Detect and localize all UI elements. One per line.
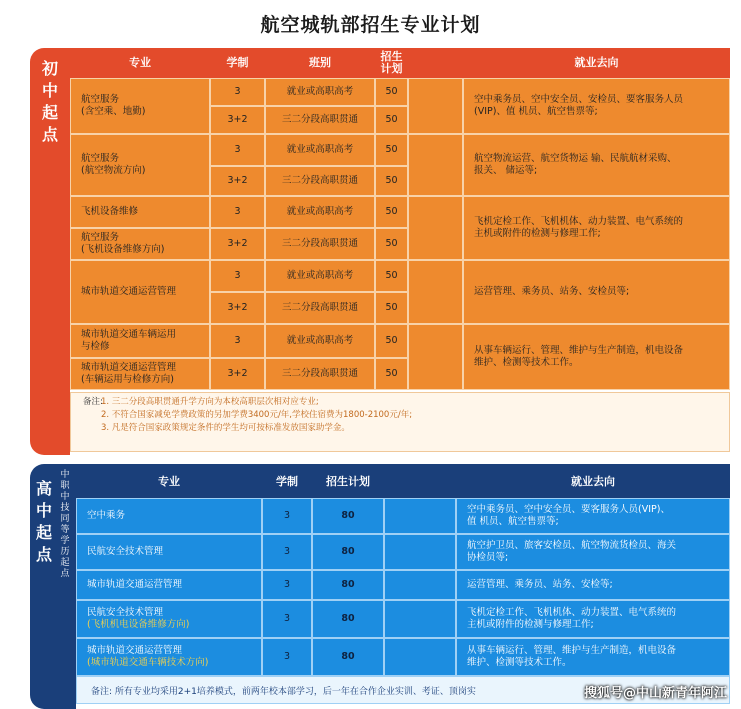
side-char: 技	[60, 503, 70, 513]
class-cell: 就业或高职高考	[265, 260, 375, 292]
class-cell: 就业或高职高考	[265, 324, 375, 358]
major-cell: 航空服务 (含空乘、地勤)	[70, 78, 210, 134]
major-cell	[76, 534, 262, 570]
years-cell: 3	[262, 534, 312, 570]
note-line: 2. 不符合国家减免学费政策的另加学费3400元/年,学校住宿费为1800-2100元/年;	[101, 410, 413, 420]
notes-label: 备注:	[83, 397, 103, 407]
class-cell: 三二分段高职贯通	[265, 106, 375, 134]
major-cell: 城市轨道交通运营管理 (车辆运用与检修方向)	[70, 358, 210, 390]
plan-cell: 50	[375, 324, 408, 358]
section2-header-row	[76, 464, 730, 498]
years-cell: 3	[210, 196, 265, 228]
header-plan: 招生 计划	[380, 50, 403, 75]
plan-cell: 50	[375, 106, 408, 134]
section1-notes	[70, 392, 730, 452]
note-line: 3. 凡是符合国家政策规定条件的学生均可按标准发放国家助学金。	[101, 423, 350, 433]
side-char: 学	[60, 536, 70, 546]
header-career: 就业去向	[571, 475, 615, 488]
years-cell: 3	[210, 324, 265, 358]
major-cell	[76, 498, 262, 534]
side-char: 点	[35, 545, 52, 564]
side-char: 中	[41, 81, 58, 100]
side-char: 初	[41, 59, 58, 78]
gap-cell	[408, 134, 463, 196]
gap-cell	[384, 498, 456, 534]
plan-cell: 50	[375, 166, 408, 196]
side-char: 起	[35, 523, 52, 542]
side-char: 中	[60, 492, 70, 502]
major-name: 民航安全技术管理	[87, 546, 164, 557]
gap-cell	[384, 534, 456, 570]
major-name: 空中乘务	[87, 510, 126, 521]
major-cell: 城市轨道交通车辆运用 与检修	[70, 324, 210, 358]
plan-cell: 80	[312, 600, 384, 638]
header-plan: 招生计划	[326, 475, 370, 488]
years-cell: 3+2	[210, 228, 265, 260]
section1-header-row	[70, 48, 730, 78]
class-cell: 三二分段高职贯通	[265, 228, 375, 260]
career-cell: 从事车辆运行、管理、维护与生产制造，机电设备 维护、检测等技术工作。	[456, 638, 730, 676]
years-cell: 3	[210, 260, 265, 292]
side-char: 中	[60, 470, 70, 480]
major-cell: 航空服务 (飞机设备维修方向)	[70, 228, 210, 260]
header-years: 学制	[226, 56, 249, 69]
side-char: 等	[60, 525, 70, 535]
major-cell: 城市轨道交通运营管理	[70, 260, 210, 324]
side-char: 历	[60, 547, 70, 557]
plan-cell: 80	[312, 638, 384, 676]
section1-side-label	[36, 58, 64, 146]
major-name: 城市轨道交通运营管理	[87, 645, 183, 656]
major-sub: (城市轨道交通车辆技术方向)	[87, 657, 209, 668]
gap-cell	[384, 600, 456, 638]
major-cell	[76, 570, 262, 600]
plan-cell: 50	[375, 78, 408, 106]
years-cell: 3+2	[210, 106, 265, 134]
header-years: 学制	[276, 475, 298, 488]
class-cell: 三二分段高职贯通	[265, 166, 375, 196]
career-cell: 运营管理、乘务员、站务、安检员等;	[463, 260, 730, 324]
major-cell	[76, 600, 262, 638]
major-name: 城市轨道交通运营管理	[87, 579, 183, 590]
class-cell: 就业或高职高考	[265, 78, 375, 106]
years-cell: 3+2	[210, 358, 265, 390]
major-sub: (飞机机电设备维修方向)	[87, 619, 190, 630]
header-gap	[408, 48, 463, 78]
gap-cell	[408, 78, 463, 134]
side-char: 职	[60, 481, 70, 491]
page-title: 航空城轨部招生专业计划	[260, 14, 481, 36]
years-cell: 3+2	[210, 166, 265, 196]
major-cell	[76, 638, 262, 676]
plan-cell: 80	[312, 534, 384, 570]
side-char: 点	[41, 125, 58, 144]
career-cell: 空中乘务员、空中安全员、安检员、要客服务人员 (VIP)、值 机员、航空售票等;	[463, 78, 730, 134]
career-cell: 飞机定检工作、飞机机体、动力装置、电气系统的 主机或附件的检测与修理工作;	[463, 196, 730, 260]
class-cell: 就业或高职高考	[265, 196, 375, 228]
header-gap	[384, 464, 456, 498]
gap-cell	[384, 570, 456, 600]
major-cell: 飞机设备维修	[70, 196, 210, 228]
side-char: 中	[35, 501, 52, 520]
career-cell: 航空物流运营、航空货物运 输、民航航材采购、 报关、 储运等;	[463, 134, 730, 196]
career-cell: 飞机定检工作、飞机机体、动力装置、电气系统的 主机或附件的检测与修理工作;	[456, 600, 730, 638]
years-cell: 3	[210, 134, 265, 166]
career-cell: 空中乘务员、空中安全员、要客服务人员(VIP)、 值 机员、航空售票等;	[456, 498, 730, 534]
major-cell: 航空服务 (航空物流方向)	[70, 134, 210, 196]
header-career: 就业去向	[574, 56, 619, 69]
section2-note: 备注: 所有专业均采用2+1培养模式，前两年校本部学习，后一年在合作企业实训、考证、顶岗实	[76, 676, 730, 704]
side-char: 高	[35, 479, 52, 498]
plan-cell: 50	[375, 358, 408, 390]
watermark: 搜狐号@中山新青年阿江	[583, 686, 727, 701]
class-cell: 三二分段高职贯通	[265, 292, 375, 324]
career-cell: 从事车辆运行、管理、维护与生产制造，机电设备 维护、检测等技术工作。	[463, 324, 730, 390]
plan-cell: 50	[375, 196, 408, 228]
side-char: 起	[41, 103, 58, 122]
years-cell: 3+2	[210, 292, 265, 324]
gap-cell	[408, 260, 463, 324]
years-cell: 3	[262, 638, 312, 676]
side-char: 起	[60, 558, 70, 568]
header-major: 专业	[158, 475, 180, 488]
note-line: 1. 三二分段高职贯通升学方向为本校高职层次相对应专业;	[101, 397, 319, 407]
gap-cell	[408, 324, 463, 390]
section2-side-sublabel	[58, 470, 72, 580]
plan-cell: 50	[375, 292, 408, 324]
years-cell: 3	[210, 78, 265, 106]
gap-cell	[384, 638, 456, 676]
years-cell: 3	[262, 570, 312, 600]
plan-cell: 50	[375, 260, 408, 292]
years-cell: 3	[262, 600, 312, 638]
section2-table	[76, 498, 730, 676]
section1-table	[70, 78, 730, 390]
career-cell: 航空护卫员、旅客安检员、航空物流货检员、海关 协检员等;	[456, 534, 730, 570]
header-class: 班别	[309, 56, 331, 69]
class-cell: 三二分段高职贯通	[265, 358, 375, 390]
years-cell: 3	[262, 498, 312, 534]
side-char: 同	[60, 514, 70, 524]
side-char: 点	[60, 569, 70, 579]
plan-cell: 50	[375, 228, 408, 260]
class-cell: 就业或高职高考	[265, 134, 375, 166]
section2-side-label	[34, 478, 54, 566]
plan-cell: 80	[312, 498, 384, 534]
career-cell: 运营管理、乘务员、站务、安检等;	[456, 570, 730, 600]
plan-cell: 80	[312, 570, 384, 600]
header-major: 专业	[129, 56, 151, 69]
gap-cell	[408, 196, 463, 260]
major-name: 民航安全技术管理	[87, 607, 164, 618]
plan-cell: 50	[375, 134, 408, 166]
